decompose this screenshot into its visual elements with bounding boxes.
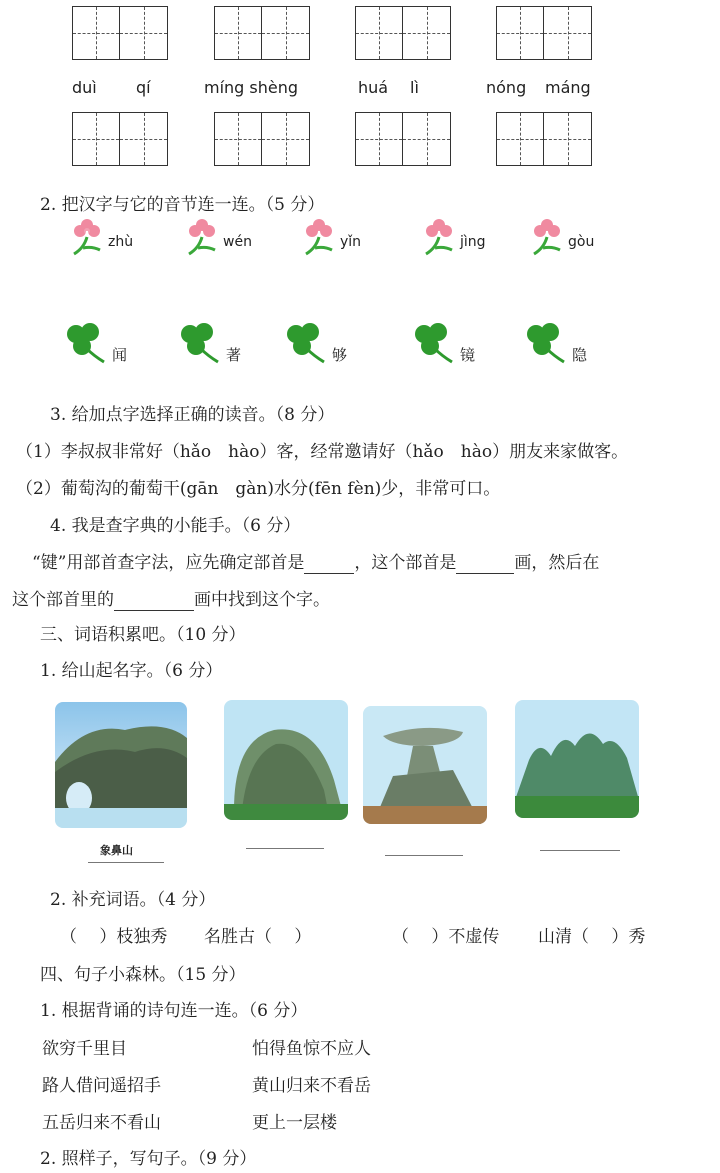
- question-title: 4. 我是查字典的小能手。（6 分）: [50, 516, 301, 536]
- pinyin-label: nóng: [486, 78, 527, 97]
- idiom-blank[interactable]: 山清（ ）秀: [538, 927, 646, 947]
- mountain-image: [363, 706, 487, 824]
- flower-icon: [302, 218, 362, 258]
- mountain-image: [224, 700, 348, 820]
- text-segment: 画中找到这个字。: [194, 590, 330, 610]
- question-line: （1）李叔叔非常好（hǎo hào）客，经常邀请好（hǎo hào）朋友来家做客。: [16, 442, 629, 462]
- syllable-label: yǐn: [340, 234, 362, 250]
- question-title: 3. 给加点字选择正确的读音。（8 分）: [50, 405, 335, 425]
- pinyin-label: míng shèng: [204, 78, 299, 97]
- answer-blank[interactable]: [114, 590, 194, 611]
- char-label: 隐: [572, 346, 588, 364]
- tianzige-box[interactable]: [214, 112, 310, 166]
- text-segment: ，这个部首是: [354, 553, 457, 573]
- answer-blank[interactable]: [304, 553, 354, 574]
- question-title: 1. 给山起名字。（6 分）: [40, 661, 223, 681]
- question-title: 2. 把汉字与它的音节连一连。（5 分）: [40, 195, 325, 215]
- poem-line-right[interactable]: 黄山归来不看岳: [252, 1076, 371, 1096]
- syllable-label: jìng: [460, 234, 486, 250]
- elephant-trunk-hill-image: [55, 702, 187, 828]
- idiom-blank[interactable]: （ ）枝独秀: [60, 927, 168, 947]
- flower-icon: [70, 218, 134, 258]
- clover-icon: [412, 322, 492, 372]
- char-label: 闻: [112, 346, 128, 364]
- mountain-caption: 象鼻山: [100, 844, 133, 857]
- clover-icon: [284, 322, 364, 372]
- poem-line-left[interactable]: 五岳归来不看山: [42, 1113, 161, 1133]
- section-title: 三、词语积累吧。（10 分）: [40, 625, 246, 645]
- tianzige-box[interactable]: [214, 6, 310, 60]
- question-title: 1. 根据背诵的诗句连一连。（6 分）: [40, 1001, 308, 1021]
- poem-line-left[interactable]: 路人借问遥招手: [42, 1076, 161, 1096]
- tianzige-box[interactable]: [355, 6, 451, 60]
- poem-line-right[interactable]: 怕得鱼惊不应人: [252, 1039, 371, 1059]
- text-segment: 画，然后在: [514, 553, 600, 573]
- pinyin-label: lì: [410, 78, 419, 97]
- answer-line[interactable]: [385, 855, 463, 856]
- text-segment: 这个部首里的: [12, 590, 114, 610]
- answer-blank[interactable]: [456, 553, 514, 574]
- tianzige-box[interactable]: [496, 112, 592, 166]
- syllable-label: wén: [223, 234, 252, 250]
- flower-icon: [185, 218, 252, 258]
- pinyin-label: huá: [358, 78, 389, 97]
- answer-line[interactable]: [540, 850, 620, 851]
- char-label: 镜: [460, 346, 476, 364]
- pinyin-label: qí: [136, 78, 151, 97]
- flower-icon: [422, 218, 486, 258]
- char-label: 够: [332, 346, 348, 364]
- text-segment: “键”用部首查字法，应先确定部首是: [32, 553, 305, 573]
- section-title: 四、句子小森林。（15 分）: [40, 965, 246, 985]
- char-label: 著: [226, 346, 242, 364]
- answer-line[interactable]: [246, 848, 324, 849]
- tianzige-box[interactable]: [72, 112, 168, 166]
- poem-line-left[interactable]: 欲穷千里目: [42, 1039, 127, 1059]
- clover-icon: [64, 322, 144, 372]
- tianzige-box[interactable]: [72, 6, 168, 60]
- tianzige-box[interactable]: [496, 6, 592, 60]
- mountain-image: [515, 700, 639, 818]
- pinyin-label: máng: [545, 78, 591, 97]
- idiom-blank[interactable]: 名胜古（ ）: [204, 927, 312, 947]
- question-title: 2. 照样子，写句子。（9 分）: [40, 1149, 257, 1169]
- idiom-blank[interactable]: （ ）不虚传: [392, 927, 500, 947]
- question-line: [12, 585, 330, 611]
- syllable-label: zhù: [108, 234, 134, 250]
- clover-icon: [178, 322, 258, 372]
- flower-icon: [530, 218, 595, 258]
- question-title: 2. 补充词语。（4 分）: [50, 890, 216, 910]
- caption-line: [88, 862, 164, 863]
- clover-icon: [524, 322, 604, 372]
- question-line: [32, 548, 599, 574]
- question-line: （2）葡萄沟的葡萄干(gān gàn)水分(fēn fèn)少，非常可口。: [16, 479, 501, 499]
- poem-line-right[interactable]: 更上一层楼: [252, 1113, 337, 1133]
- tianzige-box[interactable]: [355, 112, 451, 166]
- pinyin-label: duì: [72, 78, 97, 97]
- syllable-label: gòu: [568, 234, 595, 250]
